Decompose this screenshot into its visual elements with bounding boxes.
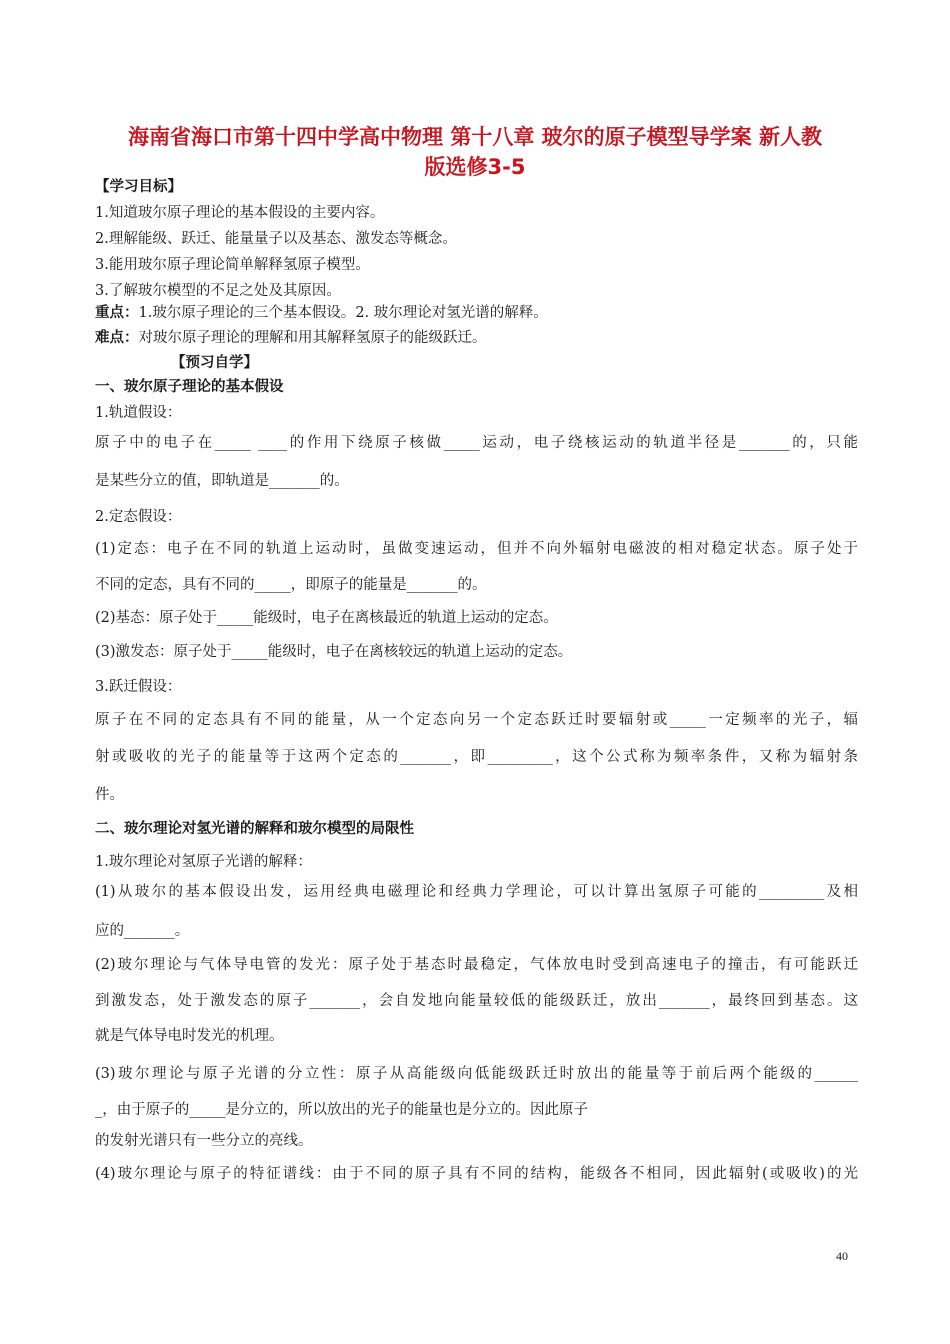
transition-hypothesis-text: 原子在不同的定态具有不同的能量，从一个定态向另一个定态跃迁时要辐射或_____一定频率的光子，辐 bbox=[95, 712, 858, 728]
characteristic-lines-text: (4)玻尔理论与原子的特征谱线：由于不同的原子具有不同的结构，能级各不相同，因此辐射(或吸收)的光 bbox=[95, 1166, 858, 1182]
difficulty-label: 难点： bbox=[95, 330, 139, 346]
state-hypothesis-title: 2.定态假设： bbox=[95, 509, 182, 525]
difficulty-points bbox=[95, 328, 858, 348]
objectives-heading: 【学习目标】 bbox=[95, 179, 182, 195]
gas-discharge-text: 就是气体导电时发光的机理。 bbox=[95, 1028, 284, 1044]
state-hypothesis-text: 不同的定态，具有不同的_____，即原子的能量是_______的。 bbox=[95, 577, 487, 593]
hydrogen-spectrum-text: (1)从玻尔的基本假设出发，运用经典电磁理论和经典力学理论，可以计算出氢原子可能的_________及相 bbox=[95, 884, 858, 900]
transition-hypothesis-text: 射或吸收的光子的能量等于这两个定态的_______，即_________，这个公式称为频率条件，又称为辐射条 bbox=[95, 749, 858, 765]
key-points bbox=[95, 303, 858, 323]
ground-state-text: (2)基态：原子处于_____能级时，电子在离核最近的轨道上运动的定态。 bbox=[95, 610, 558, 626]
excited-state-text: (3)激发态：原子处于_____能级时，电子在离核较远的轨道上运动的定态。 bbox=[95, 644, 573, 660]
objective-item: 3.能用玻尔原子理论简单解释氢原子模型。 bbox=[95, 257, 370, 273]
key-text: 1.玻尔原子理论的三个基本假设。2. 玻尔理论对氢光谱的解释。 bbox=[138, 305, 548, 321]
transition-hypothesis-text: 件。 bbox=[95, 787, 124, 803]
hydrogen-spectrum-text: 应的_______。 bbox=[95, 923, 190, 939]
transition-hypothesis-title: 3.跃迁假设： bbox=[95, 679, 182, 695]
hydrogen-spectrum-title: 1.玻尔理论对氢原子光谱的解释： bbox=[95, 854, 312, 870]
orbit-hypothesis-text: 是某些分立的值，即轨道是_______的。 bbox=[95, 473, 349, 489]
section2-heading: 二、玻尔理论对氢光谱的解释和玻尔模型的局限性 bbox=[95, 821, 414, 837]
gas-discharge-text: (2)玻尔理论与气体导电管的发光：原子处于基态时最稳定，气体放电时受到高速电子的撞击，有可能跃迁 bbox=[95, 957, 858, 973]
gas-discharge-text: 到激发态，处于激发态的原子_______，会自发地向能量较低的能级跃迁，放出_______，最终回到基态。这 bbox=[95, 993, 858, 1009]
preview-heading: 【预习自学】 bbox=[171, 355, 258, 371]
objective-item: 1.知道玻尔原子理论的基本假设的主要内容。 bbox=[95, 205, 385, 221]
state-hypothesis-text: (1)定态：电子在不同的轨道上运动时，虽做变速运动，但并不向外辐射电磁波的相对稳定状态。原子处于 bbox=[95, 541, 858, 557]
discreteness-text: 的发射光谱只有一些分立的亮线。 bbox=[95, 1133, 313, 1149]
page-number: 40 bbox=[836, 1249, 848, 1263]
orbit-hypothesis-title: 1.轨道假设： bbox=[95, 405, 182, 421]
doc-title-line2: 版选修3-5 bbox=[424, 155, 526, 179]
objective-item: 3.了解玻尔模型的不足之处及其原因。 bbox=[95, 283, 341, 299]
orbit-hypothesis-text: 原子中的电子在_____ ____的作用下绕原子核做_____运动，电子绕核运动的轨道半径是_______的，只能 bbox=[95, 435, 858, 451]
key-label: 重点： bbox=[95, 305, 139, 321]
discreteness-text: _，由于原子的_____是分立的，所以放出的光子的能量也是分立的。因此原子 bbox=[95, 1102, 588, 1118]
difficulty-text: 对玻尔原子理论的理解和用其解释氢原子的能级跃迁。 bbox=[138, 330, 487, 346]
section1-heading: 一、玻尔原子理论的基本假设 bbox=[95, 379, 284, 395]
objective-item: 2.理解能级、跃迁、能量量子以及基态、激发态等概念。 bbox=[95, 231, 457, 247]
doc-title-line1: 海南省海口市第十四中学高中物理 第十八章 玻尔的原子模型导学案 新人教 bbox=[128, 125, 822, 149]
discreteness-text: (3)玻尔理论与原子光谱的分立性：原子从高能级向低能级跃迁时放出的能量等于前后两个能级的______ bbox=[95, 1066, 858, 1082]
